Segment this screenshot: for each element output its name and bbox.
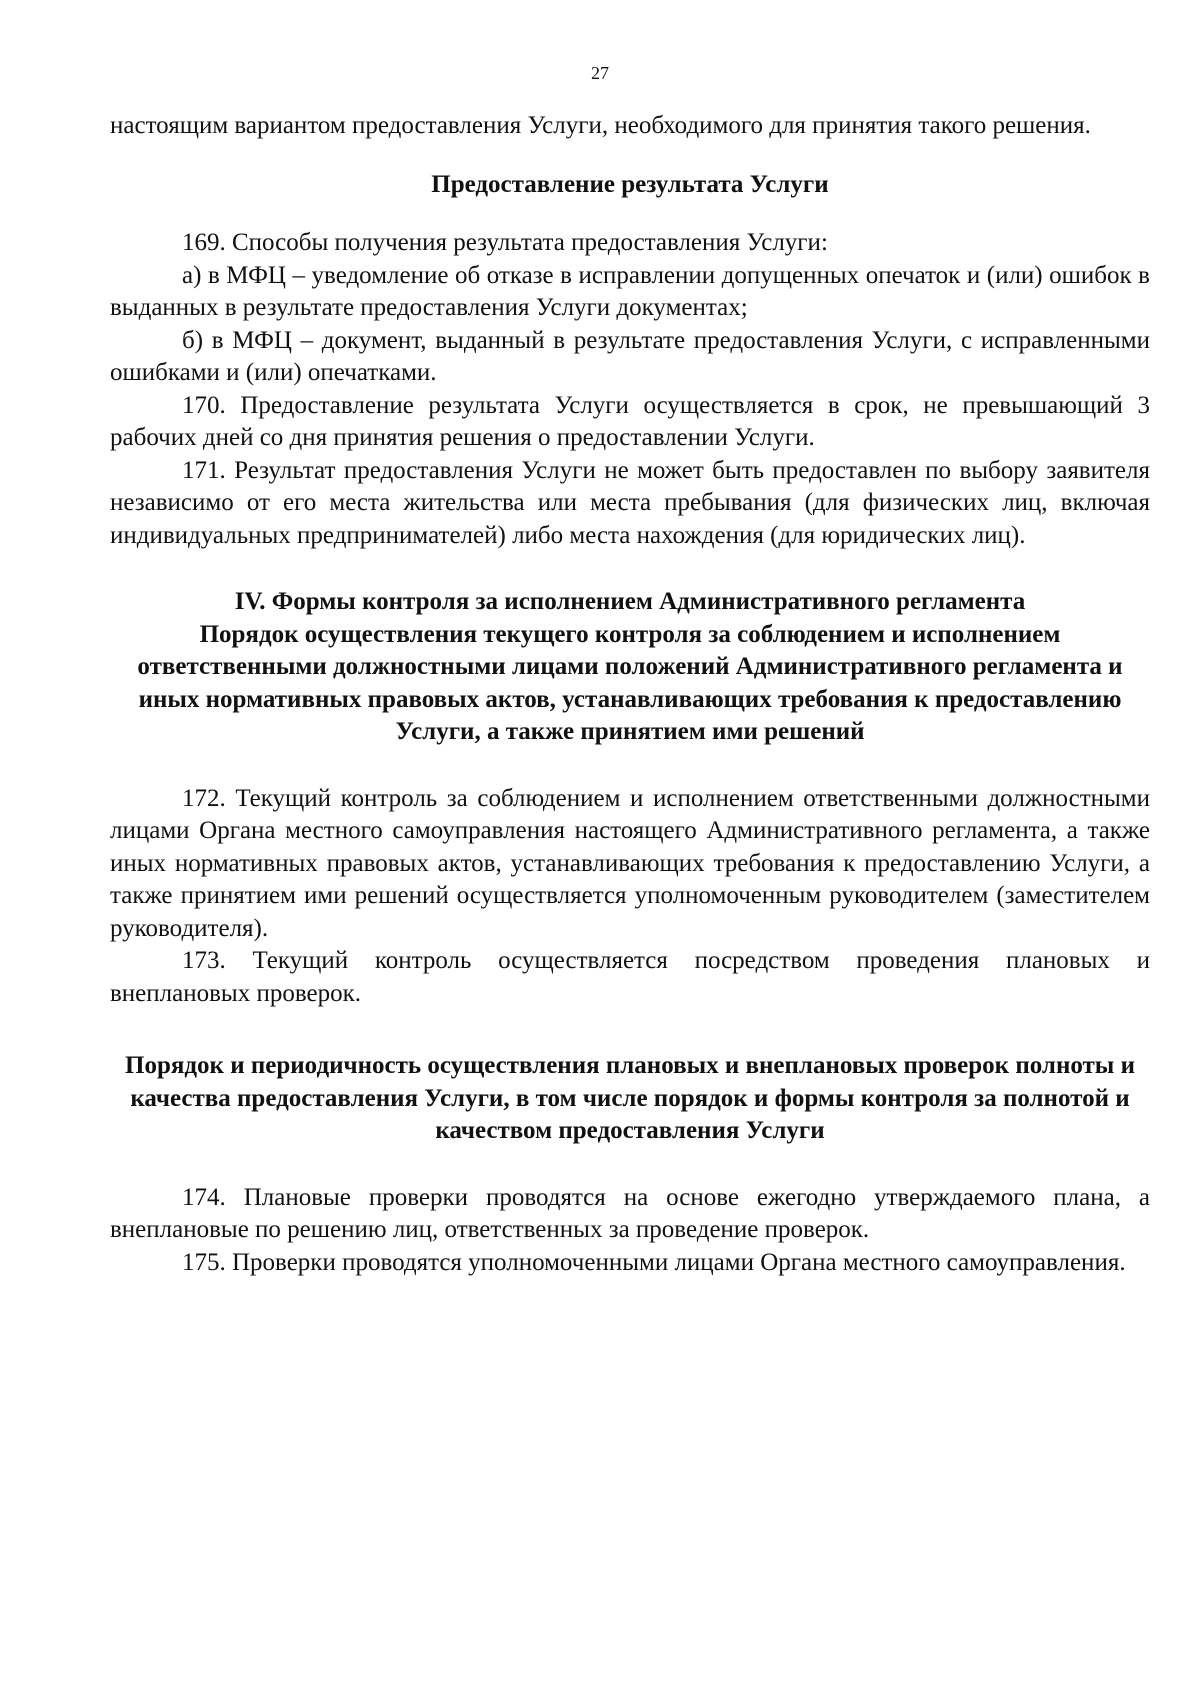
- intro-paragraph: настоящим вариантом предоставления Услуги, необходимого для принятия такого решения.: [110, 112, 1091, 139]
- paragraph-170: 170. Предоставление результата Услуги осуществляется в срок, не превышающий 3 рабочих дней со дня принятия решения о предоставлении Услуги.: [110, 391, 1150, 451]
- paragraph-169-a: а) в МФЦ – уведомление об отказе в исправлении допущенных опечаток и (или) ошибок в выданных в результате предоставления Услуги документах;: [110, 261, 1150, 321]
- section-heading-result: Предоставление результата Услуги: [431, 170, 829, 198]
- paragraph-174: 174. Плановые проверки проводятся на основе ежегодно утверждаемого плана, а внеплановые по решению лиц, ответственных за проведение проверок.: [110, 1183, 1150, 1243]
- paragraph-169-b: б) в МФЦ – документ, выданный в результате предоставления Услуги, с исправленными ошибками и (или) опечатками.: [110, 326, 1150, 386]
- paragraph-175: 175. Проверки проводятся уполномоченными лицами Органа местного самоуправления.: [182, 1248, 1126, 1276]
- section-heading-control: IV. Формы контроля за исполнением Административного регламента: [234, 588, 1026, 615]
- paragraph-173: 173. Текущий контроль осуществляется посредством проведения плановых и внеплановых проверок.: [110, 947, 1150, 1007]
- subsection-heading-current-control: Порядок осуществления текущего контроля за соблюдением и исполнением ответственными должностными лицами положений Административного регламента и иных нормативных правовых актов, устанавливающих требования к предоставлению Услуги, а также принятием ими решений: [137, 620, 1123, 745]
- page-number: 27: [591, 63, 609, 83]
- paragraph-169: 169. Способы получения результата предоставления Услуги:: [182, 229, 828, 256]
- document-body: [110, 110, 1150, 1279]
- paragraph-172: 172. Текущий контроль за соблюдением и исполнением ответственными должностными лицами Органа местного самоуправления настоящего Административного регламента, а также иных нормативных правовых актов, устанавливающих требования к предоставлению Услуги, а также принятием ими решений осуществляется уполномоченным руководителем (заместителем руководителя).: [110, 784, 1150, 942]
- paragraph-171: 171. Результат предоставления Услуги не может быть предоставлен по выбору заявителя независимо от его места жительства или места пребывания (для физических лиц, включая индивидуальных предпринимателей) либо места нахождения (для юридических лиц).: [110, 456, 1150, 549]
- section-heading-inspections: Порядок и периодичность осуществления плановых и внеплановых проверок полноты и качества предоставления Услуги, в том числе порядок и формы контроля за полнотой и качеством предоставления Услуги: [125, 1052, 1135, 1144]
